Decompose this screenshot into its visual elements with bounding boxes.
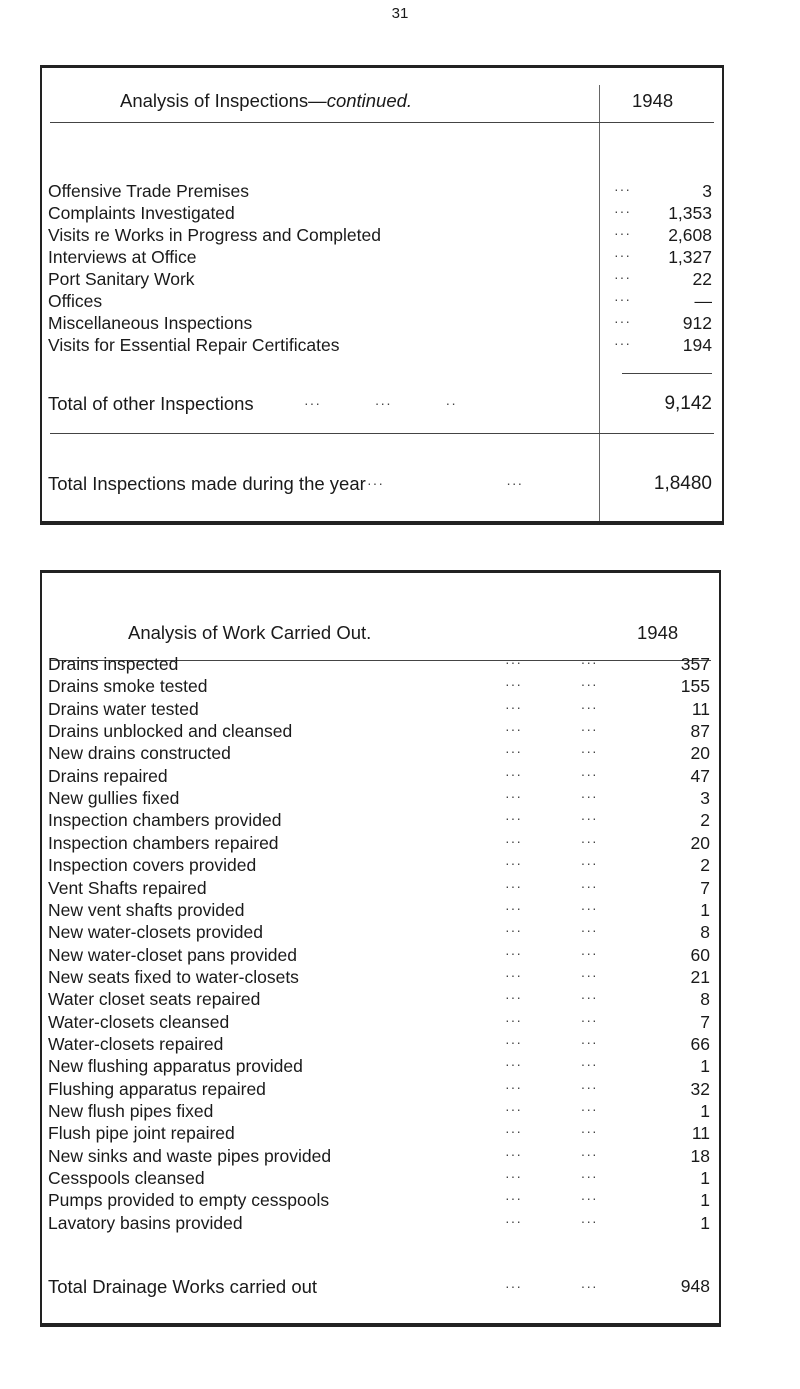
row-value: 1 — [700, 1212, 710, 1233]
table-row: New vent shafts provided ··· ··· 1 — [48, 899, 710, 920]
page-number: 31 — [391, 5, 409, 22]
row-label: New vent shafts provided — [48, 899, 245, 920]
row-value: 1 — [700, 1168, 710, 1189]
work-carried-out-table: Analysis of Work Carried Out. 1948 Drains inspected ··· ··· 357 Drains smoke tested ··· ··· 155 Drains water tested ··· ··· 11 Drains unblocked and cleansed ··· ··· 87 New drains constructed ··· ··· 20 Drains repaired ··· ··· 47 New gullies fixed ··· ··· 3 Inspection chambers provided ··· ··· 2 Inspection chambers repaired ··· ··· 20 Inspection covers provided ··· ··· 2 Vent Shafts repaired ··· ··· 7 New vent shafts provided ··· ··· 1 New water-closets provided ··· ··· 8 New water-closet pans provided ··· ··· 60 New seats fixed to water-closets ··· ··· 21 Water closet seats repaired ··· ··· 8 Water-closets cleansed ··· ··· 7 Water-closets repaired ··· ··· 66 New flushing apparatus provided ··· ··· 1 Flushing apparatus repaired ··· ··· 32 New flush pipes fixed ··· ··· 1 Flush pipe joint repaired ··· ··· 11 New sinks and waste pipes provided ··· ··· 18 Cesspools cleansed ··· ··· 1 Pumps provided to empty cesspools ··· ··· 1 Lavatory basins provided ··· ··· 1 Total Drainage Works carried out ··· ··· 948 — [40, 570, 721, 1327]
row-value: 20 — [690, 743, 710, 764]
table-row: Cesspools cleansed ··· ··· 1 — [48, 1168, 710, 1189]
table-row: Vent Shafts repaired ··· ··· 7 — [48, 877, 710, 898]
table-row: Visits for Essential Repair Certificates ··· 194 — [48, 335, 712, 355]
table-row: Pumps provided to empty cesspools ··· ··· 1 — [48, 1190, 710, 1211]
row-label: Pumps provided to empty cesspools — [48, 1190, 330, 1211]
table-row: New drains constructed ··· ··· 20 — [48, 743, 710, 764]
row-value: 8 — [700, 989, 710, 1010]
row-value: 18 — [690, 1145, 710, 1166]
row-value: 20 — [690, 832, 710, 853]
row-label: Inspection chambers provided — [48, 810, 282, 831]
table-row: Drains water tested ··· ··· 11 — [48, 698, 710, 719]
row-label: Drains unblocked and cleansed — [48, 721, 293, 742]
work-table-title: Analysis of Work Carried Out. — [128, 622, 372, 643]
table-row: New flushing apparatus provided ··· ··· 1 — [48, 1056, 710, 1077]
row-label: Water-closets cleansed — [48, 1011, 230, 1032]
row-label: Port Sanitary Work — [48, 269, 195, 289]
table-row: Offices ··· — — [48, 291, 712, 311]
table-row: Water-closets cleansed ··· ··· 7 — [48, 1011, 710, 1032]
row-value: 912 — [682, 313, 712, 333]
row-label: Flush pipe joint repaired — [48, 1123, 235, 1144]
row-value: 194 — [682, 335, 712, 355]
inspections-table-title: Analysis of Inspections—continued. — [120, 90, 413, 111]
total-other-inspections-value: 9,142 — [664, 393, 712, 414]
table-row: New water-closets provided ··· ··· 8 — [48, 922, 710, 943]
row-label: Offices — [48, 291, 103, 311]
table-row: Flushing apparatus repaired ··· ··· 32 — [48, 1078, 710, 1099]
table-row: Port Sanitary Work ··· 22 — [48, 269, 712, 289]
row-label: New water-closet pans provided — [48, 944, 298, 965]
total-inspections-value: 1,8480 — [653, 473, 712, 494]
row-label: Vent Shafts repaired — [48, 877, 207, 898]
row-value: 7 — [700, 1011, 710, 1032]
row-value: 21 — [690, 966, 710, 987]
row-label: Inspection covers provided — [48, 855, 257, 876]
row-value: 22 — [692, 269, 712, 289]
table-row: Water-closets repaired ··· ··· 66 — [48, 1033, 710, 1054]
table-row: Offensive Trade Premises ··· 3 — [48, 181, 712, 201]
row-value: 2 — [700, 855, 710, 876]
inspections-year-header: 1948 — [632, 90, 674, 111]
total-inspections-label: Total Inspections made during the year — [48, 473, 366, 494]
row-value: 1 — [700, 899, 710, 920]
row-label: Drains smoke tested — [48, 676, 208, 697]
table-row: Inspection covers provided ··· ··· 2 — [48, 855, 710, 876]
table-row: Drains repaired ··· ··· 47 — [48, 765, 710, 786]
total-drainage-label: Total Drainage Works carried out — [48, 1276, 318, 1297]
row-value: 11 — [691, 1123, 710, 1144]
row-label: Flushing apparatus repaired — [48, 1078, 266, 1099]
row-value: 11 — [691, 698, 710, 719]
row-label: New flushing apparatus provided — [48, 1056, 303, 1077]
total-other-inspections-label: Total of other Inspections — [48, 393, 254, 414]
table-row: Drains smoke tested ··· ··· 155 — [48, 676, 710, 697]
row-value: 2 — [700, 810, 710, 831]
row-value: — — [694, 291, 712, 311]
row-label: Cesspools cleansed — [48, 1168, 205, 1189]
table-row: Visits re Works in Progress and Completed ··· 2,608 — [48, 225, 712, 245]
row-value: 155 — [680, 676, 710, 697]
row-label: Drains water tested — [48, 698, 199, 719]
row-label: New gullies fixed — [48, 788, 180, 809]
table-row: Interviews at Office ··· 1,327 — [48, 247, 712, 267]
row-label: Water-closets repaired — [48, 1033, 224, 1054]
row-value: 2,608 — [668, 225, 712, 245]
row-label: New water-closets provided — [48, 922, 263, 943]
row-value: 1 — [700, 1190, 710, 1211]
row-value: 87 — [690, 721, 710, 742]
row-value: 60 — [690, 944, 710, 965]
table-row: New gullies fixed ··· ··· 3 — [48, 788, 710, 809]
row-value: 32 — [690, 1078, 710, 1099]
row-value: 1 — [700, 1056, 710, 1077]
table-row: New sinks and waste pipes provided ··· ··· 18 — [48, 1145, 710, 1166]
row-value: 1 — [700, 1101, 710, 1121]
row-label: New seats fixed to water-closets — [48, 966, 299, 987]
table-row: New seats fixed to water-closets ··· ··· 21 — [48, 966, 710, 987]
row-label: Lavatory basins provided — [48, 1212, 243, 1233]
row-value: 3 — [702, 181, 712, 201]
row-label: Visits re Works in Progress and Completed — [48, 225, 381, 245]
table-row: Drains unblocked and cleansed ··· ··· 87 — [48, 721, 710, 742]
work-year-header: 1948 — [637, 622, 679, 643]
row-value: 66 — [690, 1033, 710, 1054]
row-label: Interviews at Office — [48, 247, 197, 267]
row-label: Visits for Essential Repair Certificates — [48, 335, 340, 355]
row-value: 7 — [700, 877, 710, 898]
row-value: 1,327 — [668, 247, 712, 267]
row-label: Miscellaneous Inspections — [48, 313, 253, 333]
row-label: Offensive Trade Premises — [48, 181, 250, 201]
row-value: 1,353 — [668, 203, 712, 223]
table-row: New flush pipes fixed ··· ··· 1 — [48, 1101, 710, 1121]
inspections-table: Analysis of Inspections—continued. 1948 Offensive Trade Premises ··· 3 Complaints Investigated ··· 1,353 Visits re Works in Progress and Completed ··· 2,608 Interviews at Office ··· 1,327 Port Sanitary Work ··· 22 Offices ··· — Miscellaneous Inspections ··· 912 Visits for Essential Repair Certificates ··· 194 Total of other Inspections ··· ··· ·· 9,142 Total Inspections made during the year ··· ··· 1,8480 — [40, 65, 724, 525]
row-label: New drains constructed — [48, 743, 231, 764]
table-row: Inspection chambers repaired ··· ··· 20 — [48, 832, 710, 853]
row-label: New flush pipes fixed — [48, 1101, 214, 1121]
row-value: 8 — [700, 922, 710, 943]
table-row: Drains inspected ··· ··· 357 — [48, 654, 710, 674]
row-value: 357 — [680, 654, 710, 674]
table-row: New water-closet pans provided ··· ··· 60 — [48, 944, 710, 965]
row-value: 47 — [690, 765, 710, 786]
table-row: Lavatory basins provided ··· ··· 1 — [48, 1212, 710, 1233]
row-label: Complaints Investigated — [48, 203, 235, 223]
row-value: 3 — [700, 788, 710, 809]
row-label: Drains repaired — [48, 765, 168, 786]
table-row: Inspection chambers provided ··· ··· 2 — [48, 810, 710, 831]
row-label: Inspection chambers repaired — [48, 832, 279, 853]
table-row: Complaints Investigated ··· 1,353 — [48, 203, 712, 223]
table-row: Flush pipe joint repaired ··· ··· 11 — [48, 1123, 710, 1144]
total-drainage-value: 948 — [680, 1276, 710, 1296]
row-label: Water closet seats repaired — [48, 989, 261, 1010]
table-row: Water closet seats repaired ··· ··· 8 — [48, 989, 710, 1010]
row-label: New sinks and waste pipes provided — [48, 1145, 332, 1166]
row-label: Drains inspected — [48, 654, 179, 674]
table-row: Miscellaneous Inspections ··· 912 — [48, 313, 712, 333]
